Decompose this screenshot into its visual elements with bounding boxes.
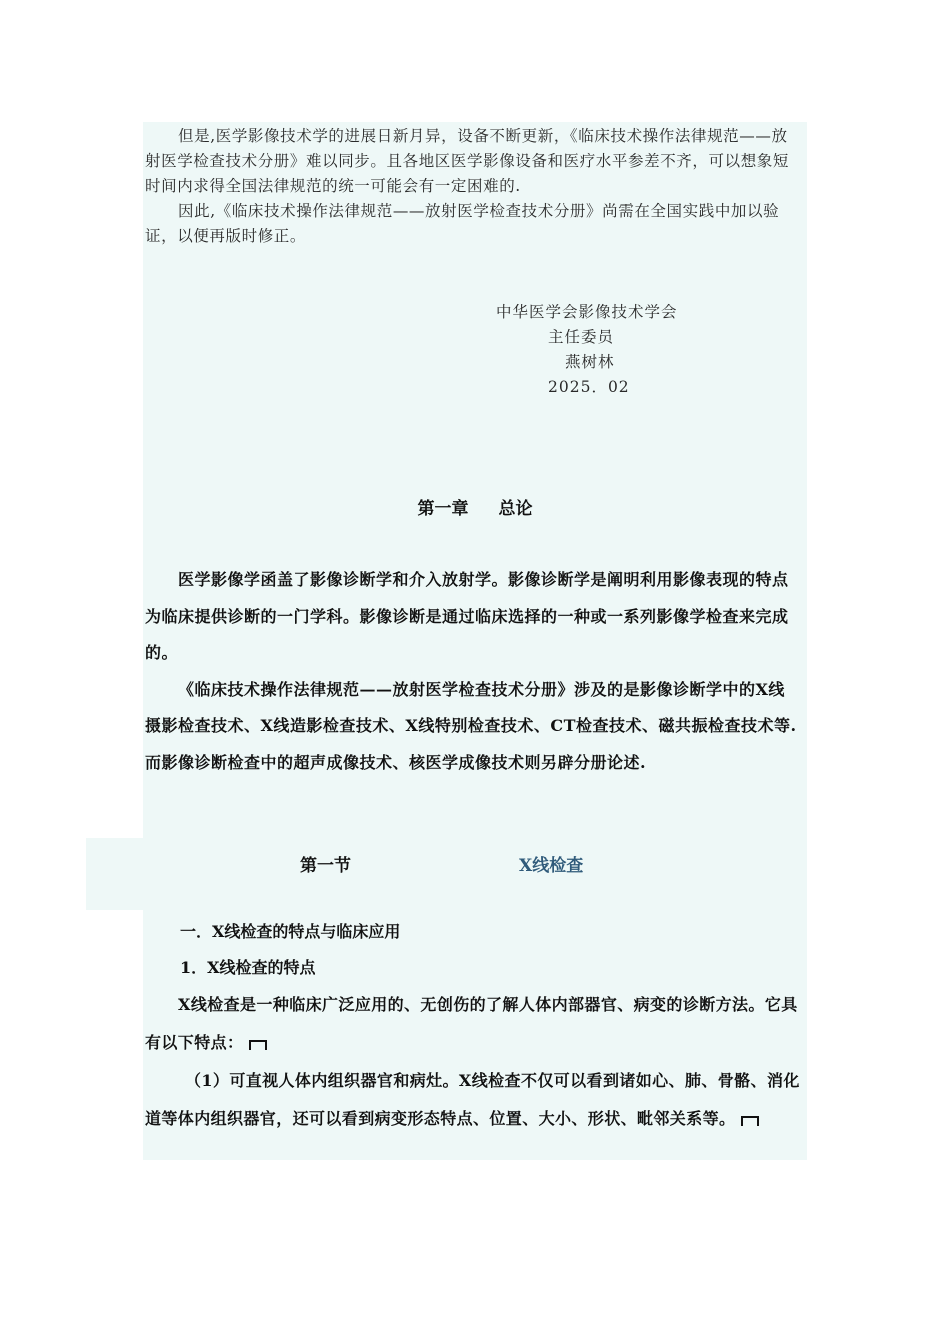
subsection-paragraph-1-text: X线检查是一种临床广泛应用的、无创伤的了解人体内部器官、病变的诊断方法。它具有以下特点： xyxy=(145,995,798,1052)
preface-paragraph-1: 但是,医学影像技术学的进展日新月异，设备不断更新，《临床技术操作法律规范——放射医学检查技术分册》难以同步。且各地区医学影像设备和医疗水平参差不齐，可以想象短时间内求得全国法律规范的统一可能会有一定困难的. xyxy=(145,127,790,195)
preface-paragraph-2: 因此,《临床技术操作法律规范——放射医学检查技术分册》尚需在全国实践中加以验证，以便再版时修正。 xyxy=(145,202,780,245)
signature-role: 主任委员 xyxy=(548,328,615,346)
signature-organization: 中华医学会影像技术学会 xyxy=(496,303,678,321)
signature-name: 燕树林 xyxy=(565,353,615,371)
highlight-band-section xyxy=(86,838,807,910)
subsection-paragraph-2-text: （1）可直视人体内组织器官和病灶。X线检查不仅可以看到诸如心、肺、骨骼、消化道等体内组织器官，还可以看到病变形态特点、位置、大小、形状、毗邻关系等。 xyxy=(145,1071,800,1128)
chapter-body xyxy=(145,562,800,781)
bracket-mark-icon xyxy=(249,1040,267,1050)
bracket-mark-icon xyxy=(741,1116,759,1126)
preface-text xyxy=(145,124,800,249)
chapter-paragraph-1: 医学影像学函盖了影像诊断学和介入放射学。影像诊断学是阐明利用影像表现的特点为临床提供诊断的一门学科。影像诊断是通过临床选择的一种或一系列影像学检查来完成的。 xyxy=(145,570,789,662)
chapter-paragraph-2: 《临床技术操作法律规范——放射医学检查技术分册》涉及的是影像诊断学中的X线摄影检查技术、X线造影检查技术、X线特别检查技术、CT检查技术、磁共振检查技术等.而影像诊断检查中的超声成像技术、核医学成像技术则另辟分册论述. xyxy=(145,679,797,772)
chapter-number: 第一章 xyxy=(417,499,469,519)
subsection-paragraph-2 xyxy=(145,1062,800,1138)
chapter-title: 总论 xyxy=(498,499,533,519)
section-title: X线检查 xyxy=(519,856,584,876)
signature-date: 2025．02 xyxy=(548,378,630,396)
subsection-heading: 一．X线检查的特点与临床应用 xyxy=(180,922,401,941)
subsection-paragraph-1 xyxy=(145,986,800,1062)
section-number: 第一节 xyxy=(300,856,351,876)
subsection-body xyxy=(145,986,800,1138)
chapter-heading xyxy=(0,494,950,519)
subsection-subheading: 1．X线检查的特点 xyxy=(180,958,316,977)
